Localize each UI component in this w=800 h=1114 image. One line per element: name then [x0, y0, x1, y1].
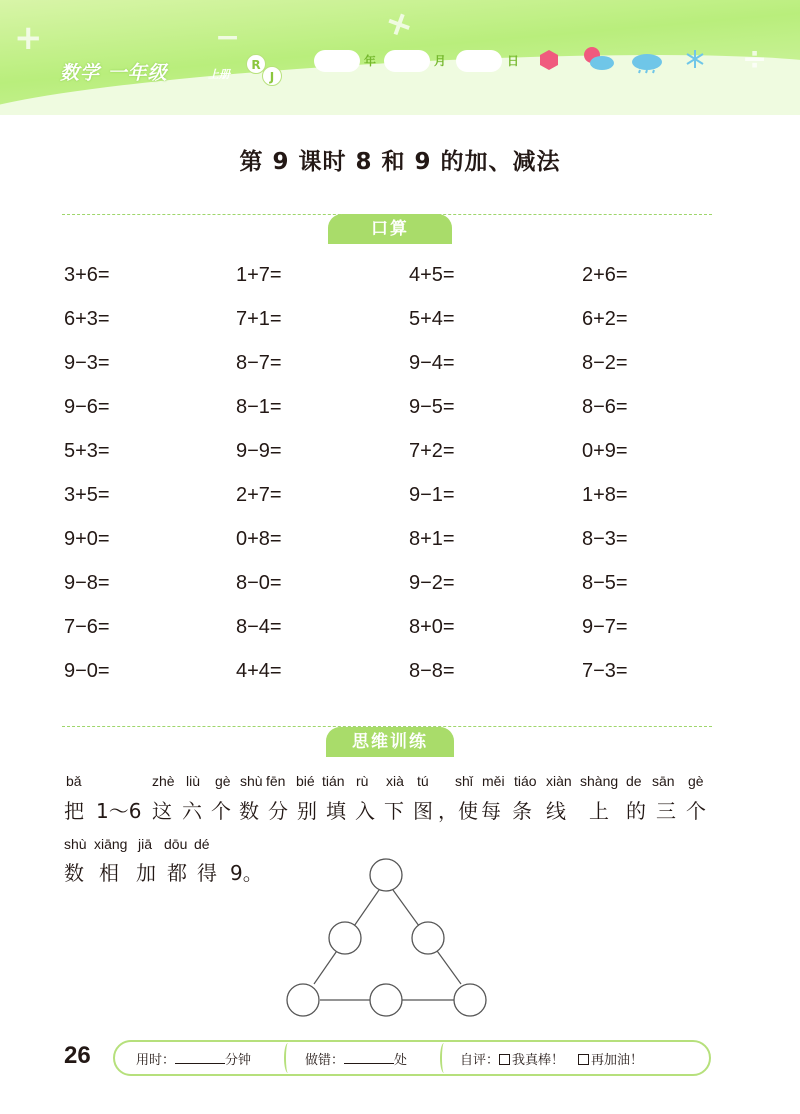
question-char: 个: [686, 799, 706, 823]
question-char: 相: [99, 861, 119, 885]
month-label: 月: [434, 54, 447, 68]
blank-circle-left-middle[interactable]: [329, 922, 361, 954]
partly-cloudy-icon[interactable]: [580, 45, 616, 73]
question-char: 下: [384, 799, 404, 823]
self-eval-label: 自评：: [460, 1053, 500, 1068]
great-option-label: 我真棒！: [512, 1053, 565, 1068]
math-problem: 8−5=: [582, 572, 628, 594]
day-field[interactable]: [456, 50, 502, 72]
math-problem: 3+5=: [64, 484, 110, 506]
math-problem: 3+6=: [64, 264, 110, 286]
errors-unit: 处: [394, 1053, 408, 1068]
pinyin-syllable: jiā: [138, 836, 153, 852]
blank-circle-bottom-left[interactable]: [287, 984, 319, 1016]
math-problem: 1+7=: [236, 264, 282, 286]
footer-divider: [284, 1043, 292, 1073]
try-again-option-label: 再加油！: [591, 1053, 644, 1068]
pinyin-syllable: liù: [186, 773, 201, 789]
question-char: 加: [136, 861, 156, 885]
math-problem: 9−3=: [64, 352, 110, 374]
question-char: 都: [167, 861, 187, 885]
day-label: 日: [507, 54, 520, 68]
math-problem: 8−1=: [236, 396, 282, 418]
great-checkbox[interactable]: [499, 1054, 510, 1065]
errors-blank[interactable]: [344, 1052, 394, 1064]
lesson-title: 第 9 课时 8 和 9 的加、减法: [239, 149, 561, 175]
math-problem: 8−3=: [582, 528, 628, 550]
blank-circle-bottom-right[interactable]: [454, 984, 486, 1016]
math-problem: 9−4=: [409, 352, 455, 374]
blank-circle-right-middle[interactable]: [412, 922, 444, 954]
question-char: 条: [512, 799, 532, 823]
question-char: 分: [268, 799, 288, 823]
blank-circle-top[interactable]: [370, 859, 402, 891]
question-char: 上: [589, 799, 609, 823]
subject-grade: 数学 一年级: [60, 62, 168, 84]
math-problem: 8−2=: [582, 352, 628, 374]
section-tab-mental-math: 口算: [328, 214, 452, 244]
footer-divider: [440, 1043, 448, 1073]
math-problem: 9−7=: [582, 616, 628, 638]
pinyin-syllable: shǐ: [455, 773, 473, 789]
page-number: 26: [64, 1042, 91, 1069]
math-problem: 6+3=: [64, 308, 110, 330]
pinyin-syllable: tiáo: [514, 773, 537, 789]
math-problem: 9−6=: [64, 396, 110, 418]
math-problem: 8−0=: [236, 572, 282, 594]
number-triangle-diagram: [280, 850, 500, 1026]
errors-group: [305, 1049, 407, 1068]
pinyin-syllable: xià: [386, 773, 404, 789]
cloud-icon[interactable]: [630, 50, 664, 74]
volume-label: 上册: [208, 68, 230, 81]
math-problem: 4+4=: [236, 660, 282, 682]
pinyin-syllable: bié: [296, 773, 315, 789]
pinyin-syllable: de: [626, 773, 642, 789]
math-problem: 2+7=: [236, 484, 282, 506]
math-problem: 8+1=: [409, 528, 455, 550]
pinyin-syllable: zhè: [152, 773, 175, 789]
minus-decoration-icon: −: [215, 20, 241, 55]
edition-badge-r: R: [246, 54, 266, 74]
pinyin-syllable: gè: [215, 773, 231, 789]
math-problem: 7−3=: [582, 660, 628, 682]
math-problem: 5+4=: [409, 308, 455, 330]
snowflake-icon[interactable]: [684, 48, 706, 70]
year-field[interactable]: [314, 50, 360, 72]
math-problem: 9−8=: [64, 572, 110, 594]
divide-decoration-icon: ÷: [742, 42, 768, 77]
math-problem: 7+1=: [236, 308, 282, 330]
math-problem: 9−0=: [64, 660, 110, 682]
time-used-unit: 分钟: [225, 1053, 252, 1068]
math-problem: 9−9=: [236, 440, 282, 462]
pinyin-syllable: gè: [688, 773, 704, 789]
plus-decoration-icon: +: [14, 18, 43, 58]
try-again-checkbox[interactable]: [578, 1054, 589, 1065]
pinyin-syllable: tú: [417, 773, 429, 789]
pinyin-syllable: xiāng: [94, 836, 128, 852]
question-char: 每: [481, 799, 501, 823]
sun-icon[interactable]: [538, 49, 560, 71]
pinyin-syllable: shù: [64, 836, 87, 852]
question-char: 线: [546, 799, 566, 823]
math-problem: 0+8=: [236, 528, 282, 550]
question-char: 入: [355, 799, 375, 823]
blank-circle-bottom-middle[interactable]: [370, 984, 402, 1016]
pinyin-syllable: xiàn: [546, 773, 572, 789]
self-eval-group: [460, 1049, 643, 1068]
question-char: 别: [297, 799, 317, 823]
math-problem: 4+5=: [409, 264, 455, 286]
question-char: 的: [626, 799, 646, 823]
math-problem: 7−6=: [64, 616, 110, 638]
math-problem: 8−4=: [236, 616, 282, 638]
question-char: 9。: [230, 861, 263, 885]
math-problem: 8−7=: [236, 352, 282, 374]
times-decoration-icon: +: [379, 0, 420, 48]
month-field[interactable]: [384, 50, 430, 72]
math-problem: 6+2=: [582, 308, 628, 330]
math-problem: 8−6=: [582, 396, 628, 418]
question-char: 得: [197, 861, 217, 885]
question-char: 填: [326, 799, 346, 823]
year-label: 年: [364, 54, 377, 68]
errors-label: 做错：: [305, 1053, 345, 1068]
header-band: [0, 0, 800, 115]
pinyin-syllable: bǎ: [66, 773, 82, 789]
pinyin-syllable: dé: [194, 836, 210, 852]
question-char: 三: [656, 799, 676, 823]
section-tab-thinking: 思维训练: [326, 727, 454, 757]
math-problem: 9−5=: [409, 396, 455, 418]
time-used-label: 用时：: [136, 1053, 176, 1068]
time-used-group: [136, 1049, 251, 1068]
pinyin-syllable: měi: [482, 773, 505, 789]
question-char: 个: [211, 799, 231, 823]
question-char: 六: [182, 799, 202, 823]
math-problem: 8+0=: [409, 616, 455, 638]
pinyin-syllable: shàng: [580, 773, 619, 789]
question-char: 数: [64, 861, 84, 885]
pinyin-syllable: rù: [356, 773, 369, 789]
pinyin-syllable: tián: [322, 773, 345, 789]
question-char: 这: [152, 799, 172, 823]
math-problem: 0+9=: [582, 440, 628, 462]
math-problem: 1+8=: [582, 484, 628, 506]
question-char: ，使: [438, 799, 478, 823]
pinyin-syllable: fēn: [266, 773, 286, 789]
math-problem: 8−8=: [409, 660, 455, 682]
pinyin-syllable: dōu: [164, 836, 188, 852]
math-problem: 2+6=: [582, 264, 628, 286]
pinyin-syllable: sān: [652, 773, 675, 789]
math-problem: 7+2=: [409, 440, 455, 462]
edition-badge-j: J: [262, 66, 282, 86]
math-problem: 9+0=: [64, 528, 110, 550]
time-used-blank[interactable]: [175, 1052, 225, 1064]
question-char: 图: [413, 799, 433, 823]
question-char: 1～6: [96, 799, 142, 823]
pinyin-syllable: shù: [240, 773, 263, 789]
math-problem: 5+3=: [64, 440, 110, 462]
math-problem: 9−1=: [409, 484, 455, 506]
math-problem: 9−2=: [409, 572, 455, 594]
question-char: 把: [64, 799, 84, 823]
question-char: 数: [239, 799, 259, 823]
